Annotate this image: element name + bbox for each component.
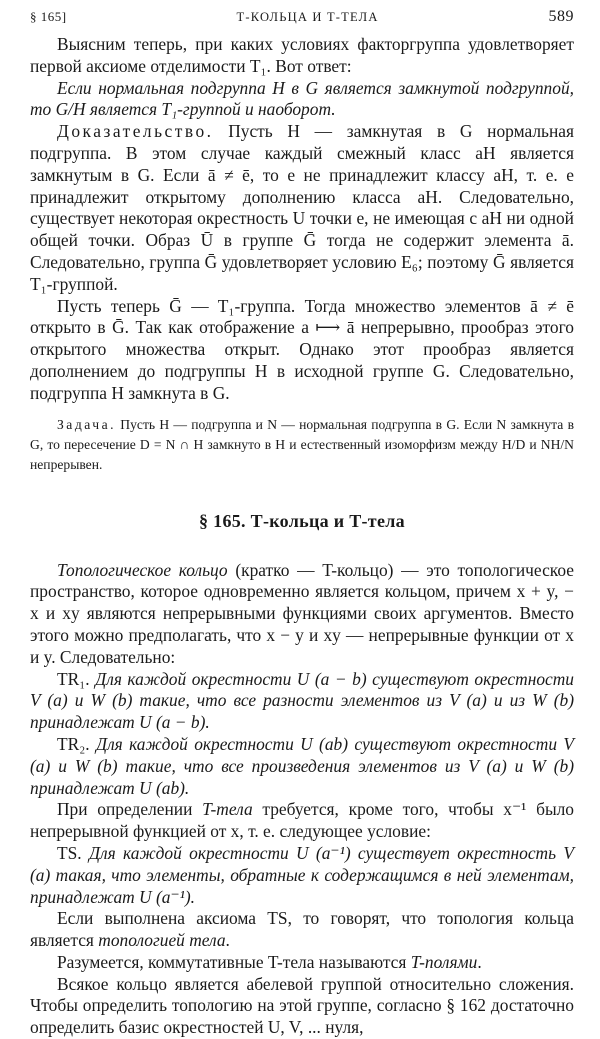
axiom-tr2-text: Для каждой окрестности U (ab) существуют окрестности V (a) и W (b) такие, что все произведения элементов из V (a) и W (b) принадлежат U (ab).	[30, 733, 574, 798]
paragraph-last: Всякое кольцо является абелевой группой относительно сложения. Чтобы определить топологию на этой группе, согласно § 162 достаточно определить базис окрестностей U, V, ... нуля,	[30, 973, 574, 1038]
paragraph-intro: Выясним теперь, при каких условиях факторгруппа удовлетворяет первой аксиоме отделимости T₁. Вот ответ:	[30, 34, 574, 76]
paragraph-ts-remark	[30, 908, 574, 952]
proof-text: Пусть H — замкнутая в G нормальная подгруппа. В этом случае каждый смежный класс aH является замкнутым в G. Если ā ≠ ē, то e не принадлежит классу aH, т. е. e принадлежит открытому дополнению класса aH. Следовательно, существует некоторая окрестность U точки e, не имеющая с aH ни одной общей точки. Образ Ū в группе Ḡ тогда не содержит элемента ā. Следовательно, группа Ḡ удовлетворяет условию E₆; поэтому Ḡ является T₁-группой.	[30, 121, 574, 294]
definition-text: (кратко — T-кольцо) — это топологическое пространство, которое одновременно является кольцом, причем x + y, − x и xy являются непрерывными функциями своих аргументов. Вместо этого можно предполагать, что x − y и xy — непрерывные функции от x и y. Следовательно:	[30, 559, 574, 667]
text-fragment: Если выполнена аксиома TS, то говорят, что топология кольца является	[30, 908, 574, 951]
exercise	[30, 415, 574, 475]
paragraph-converse: Пусть теперь Ḡ — T₁-группа. Тогда множество элементов ā ≠ ē открыто в Ḡ. Так как отображение a ⟼ ā непрерывно, прообраз этого открытого множества открыт. Однако этот прообраз является дополнением до подгруппы H в исходной группе G. Следовательно, подгруппа H замкнута в G.	[30, 295, 574, 403]
term-t-fields: T-полями	[410, 951, 478, 972]
axiom-ts-text: Для каждой окрестности U (a⁻¹) существует окрестность V (a) такая, что элементы, обратные к содержащимся в ней элементам, принадлежат U (a⁻¹).	[30, 842, 574, 907]
running-header	[30, 8, 574, 34]
axiom-ts-label: TS.	[57, 842, 82, 863]
term-field-topology: топологией тела	[98, 930, 226, 951]
axiom-tr1	[30, 669, 574, 734]
axiom-tr2-label: TR₂.	[57, 733, 90, 754]
proof-label: Доказательство.	[57, 121, 214, 142]
proof-paragraph	[30, 121, 574, 295]
page-number: 589	[548, 8, 574, 25]
definition-term: Топологическое кольцо	[57, 559, 228, 580]
header-section-ref: § 165]	[30, 9, 67, 24]
paragraph-t-field-def	[30, 799, 574, 843]
axiom-ts	[30, 843, 574, 908]
exercise-text: Пусть H — подгруппа и N — нормальная подгруппа в G. Если N замкнута в G, то пересечение D = N ∩ H замкнуто в H и естественный изоморфизм между H/D и NH/N непрерывен.	[30, 416, 574, 472]
text-fragment: требуется, кроме того, чтобы x⁻¹ было непрерывной функцией от x, т. е. следующее условие:	[30, 799, 574, 842]
axiom-tr1-label: TR₁.	[57, 668, 90, 689]
axiom-tr1-text: Для каждой окрестности U (a − b) существуют окрестности V (a) и W (b) такие, что все разности элементов из V (a) и из W (b) принадлежат U (a − b).	[30, 668, 574, 733]
text-fragment: .	[477, 951, 482, 972]
paragraph-t-fields	[30, 952, 574, 974]
term-t-field: T-тела	[202, 799, 253, 820]
text-fragment: Разумеется, коммутативные T-тела называются	[57, 951, 411, 972]
section-heading: § 165. Т-кольца и Т-тела	[199, 510, 405, 531]
theorem-statement: Если нормальная подгруппа H в G является замкнутой подгруппой, то G/H является T₁-группой и наоборот.	[30, 77, 574, 120]
paragraph-definition	[30, 560, 574, 669]
axiom-tr2	[30, 734, 574, 799]
exercise-label: Задача.	[57, 416, 117, 432]
header-running-title: Т-КОЛЬЦА И Т-ТЕЛА	[236, 10, 379, 24]
text-fragment: .	[225, 930, 230, 951]
text-fragment: При определении	[57, 799, 203, 820]
